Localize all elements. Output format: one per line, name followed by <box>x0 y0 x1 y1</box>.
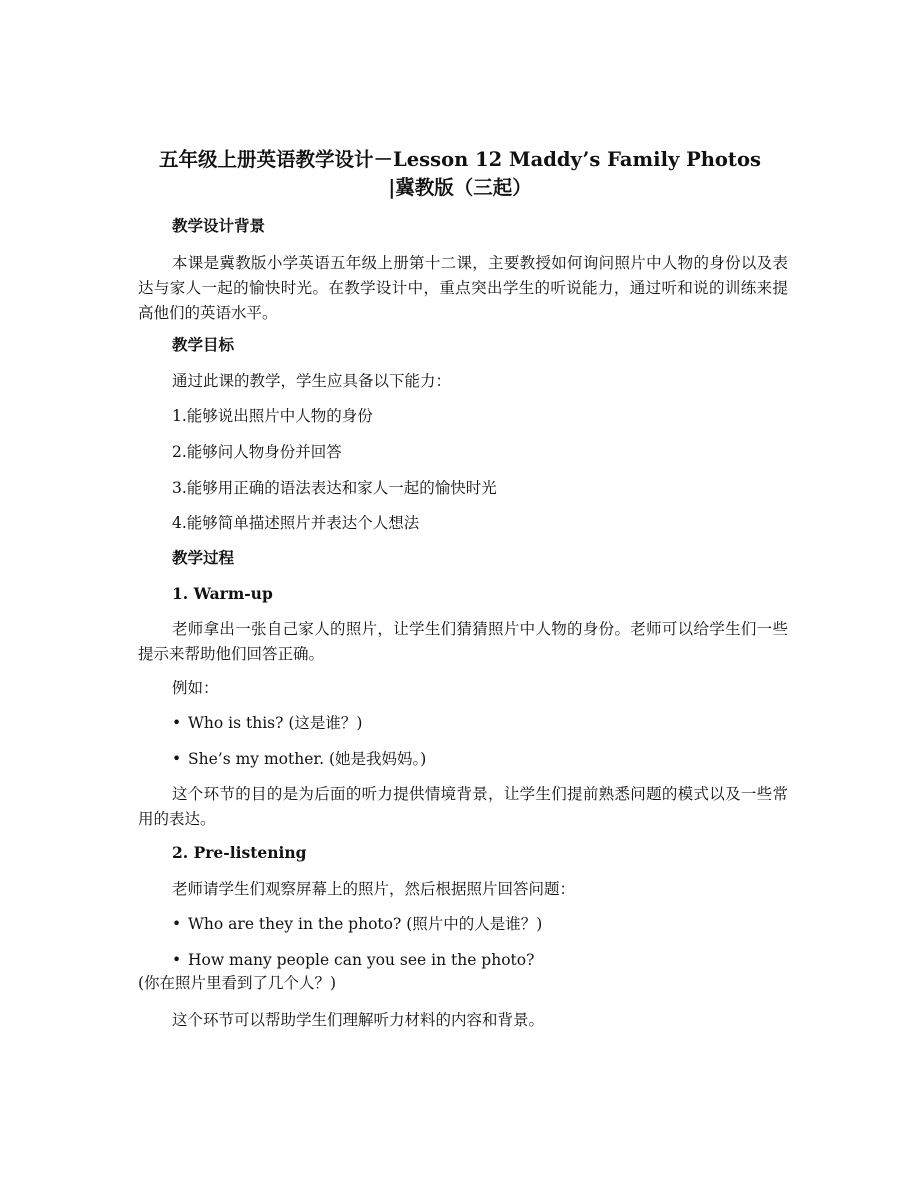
warmup-paragraph: 老师拿出一张自己家人的照片，让学生们猜猜照片中人物的身份。老师可以给学生们一些提示来帮助他们回答正确。 <box>138 620 788 663</box>
goal-item-3: 3.能够用正确的语法表达和家人一起的愉快时光 <box>172 479 497 497</box>
bullet-dot-icon: • <box>172 915 182 933</box>
step-heading-prelistening: 2. Pre-listening <box>172 843 307 862</box>
warmup-bullet-2-text: She’s my mother. (她是我妈妈。) <box>188 750 427 768</box>
bullet-dot-icon: • <box>172 750 182 768</box>
prelistening-bullet-2-text: How many people can you see in the photo? <box>188 951 535 969</box>
goal-item-2: 2.能够问人物身份并回答 <box>172 443 342 461</box>
warmup-bullet-1-text: Who is this? (这是谁？) <box>188 714 363 732</box>
section-heading-goals: 教学目标 <box>172 335 235 354</box>
goals-intro: 通过此课的教学，学生应具备以下能力： <box>172 372 452 390</box>
warmup-bullet-2 <box>172 749 426 769</box>
step-heading-warmup: 1. Warm-up <box>172 584 273 603</box>
document-title-line-2: |冀教版（三起） <box>388 176 532 199</box>
example-label: 例如： <box>172 679 219 697</box>
prelistening-bullet-1 <box>172 914 542 934</box>
goal-item-4: 4.能够简单描述照片并表达个人想法 <box>172 514 420 532</box>
background-paragraph: 本课是冀教版小学英语五年级上册第十二课，主要教授如何询问照片中人物的身份以及表达与家人一起的愉快时光。在教学设计中，重点突出学生的听说能力，通过听和说的训练来提高他们的英语水平。 <box>138 254 788 322</box>
prelistening-bullet-2 <box>172 950 534 970</box>
prelistening-bullet-1-text: Who are they in the photo? (照片中的人是谁？) <box>188 915 543 933</box>
bullet-dot-icon: • <box>172 951 182 969</box>
document-title-line-1: 五年级上册英语教学设计－Lesson 12 Maddy’s Family Photos <box>159 148 761 171</box>
prelistening-purpose: 这个环节可以帮助学生们理解听力材料的内容和背景。 <box>172 1011 545 1029</box>
goal-item-1: 1.能够说出照片中人物的身份 <box>172 407 373 425</box>
prelistening-instruction: 老师请学生们观察屏幕上的照片，然后根据照片回答问题： <box>172 880 576 898</box>
warmup-purpose-paragraph: 这个环节的目的是为后面的听力提供情境背景，让学生们提前熟悉问题的模式以及一些常用的表达。 <box>138 785 788 828</box>
prelistening-bullet-2-continuation: (你在照片里看到了几个人？) <box>138 974 337 992</box>
section-heading-process: 教学过程 <box>172 548 235 567</box>
section-heading-background: 教学设计背景 <box>172 216 266 235</box>
warmup-bullet-1 <box>172 713 362 733</box>
bullet-dot-icon: • <box>172 714 182 732</box>
